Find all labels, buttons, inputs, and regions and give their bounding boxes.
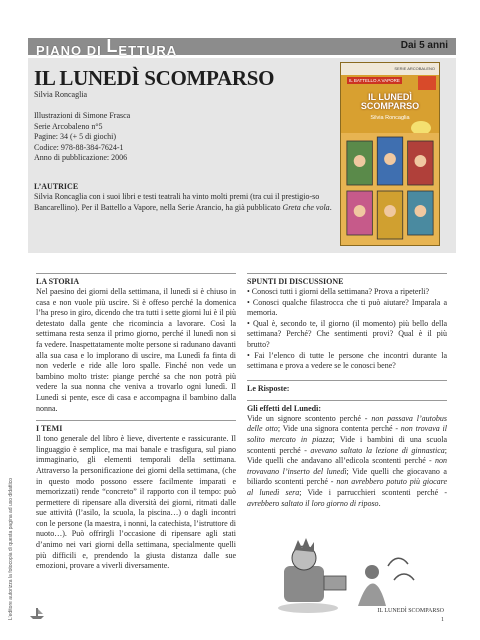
- spunti-item-1: • Conosci tutti i giorni della settimana? Prova a ripeterli?: [247, 287, 430, 296]
- storia-heading: LA STORIA: [36, 277, 80, 286]
- meta-year: Anno di pubblicazione: 2006: [34, 153, 128, 162]
- cover-illustration: [341, 133, 439, 246]
- meta-pages: Pagine: 34 (+ 5 di giochi): [34, 132, 117, 141]
- book-cover: [340, 62, 440, 246]
- autrice-text: Silvia Roncaglia con i suoi libri e testi teatrali ha vinto molti premi (tra cui il prestigio-so Bancarellino). Per il Battello a Vapore, nella Serie Arancio, ha già pubblicato Greta che vola.: [34, 192, 332, 212]
- cover-series: SERIE ARCOBALENO: [394, 66, 435, 71]
- cover-author: Silvia Roncaglia: [370, 115, 410, 121]
- spunti-item-2: • Conosci qualche filastrocca che ti può aiutare? Imparala a memoria.: [247, 297, 447, 318]
- lunedi-illustration: [268, 536, 418, 616]
- photocopy-note: L’editore autorizza la fotocopia di questa pagina ad uso didattico: [8, 477, 14, 620]
- cover-publisher: IL BATTELLO A VAPORE: [349, 78, 400, 83]
- meta-illustrator: Illustrazioni di Simone Frasca: [34, 111, 131, 120]
- header-bar: [28, 36, 456, 58]
- risposte-segment: ; Vide i bambini di una scuola scontenti perché -: [247, 434, 447, 455]
- risposte-subheading: Gli effetti del Lunedì:: [247, 403, 321, 413]
- spunti-item-3: • Qual è, secondo te, il giorno (il momento) più bello della settimana? Perché? Che sentimenti provi? Qual è il più brutto?: [247, 318, 447, 349]
- meta-code: Codice: 978-88-384-7624-1: [34, 142, 124, 152]
- spunti-item-4: • Fai l’elenco di tutte le persone che incontri durante la settimana e prova a vedere se le conosci bene?: [247, 350, 447, 371]
- storia-text: Nel paesino dei giorni della settimana, il lunedì si è chiuso in casa e non vuole più uscire. Si è offeso perché la domenica l’ha preso in giro, dicendo che tra tutti i sette giorni lui è il più detestato dalla gente che ricomincia a lavorare. Così la settimana resta senza il primo giorno, perché il lunedì non si fa vedere. Inaspettatamente molte persone si radunano davanti alla sua casa e lo implorano di uscire, ma Lunedì fa finta di non vederle e ride alle loro spalle. Finché non vede un bambino molto triste: piange perché sa che non potrà più vedere la sua nonna che veniva a trovarlo ogni lunedì. Il Lunedì si pente, esce di casa e accompagna il bambino dalla nonna.: [36, 287, 236, 413]
- risposte-segment: avrebbero saltato il loro giorno di riposo: [247, 498, 379, 508]
- risposte-segment: non trovava il solito mercato in piazza: [247, 424, 447, 444]
- book-title: IL LUNEDÌ SCOMPARSO: [34, 66, 275, 90]
- book-author: Silvia Roncaglia: [34, 90, 88, 99]
- risposte-segment: ; Vide quelli che andavano all’edicola scontenti perché -: [247, 445, 447, 466]
- temi-text: Il tono generale del libro è lieve, divertente e rassicurante. Il linguaggio è semplice, ma mai banale e trasfigura, sul piano immaginario, gli elementi temporali della settimana. Attraverso la personificazione dei giorni della settimana, (che in questo modo possono essere facilmente imparati e memorizzati) rende “concreto” il rapporto con il tempo: può permettere di ripensare alla diversità dei giorni, ritmati dalle sue attività (l’asilo, la scuola, la piscina…) o dagli incontri con le persone (la maestra, i nonni, la catechista, l’istruttore di nuoto…). Può offrirgli l’occasione di ripensare agli stati d’animo nei vari giorni della settimana, specialmente quelli più difficili e, prendendo la giusta distanza dalle sue emozioni, provare a viverli diversamente.: [36, 434, 236, 571]
- footer-title: IL LUNEDÌ SCOMPARSO: [377, 608, 444, 614]
- risposte-segment: .: [378, 498, 381, 508]
- risposte-segment: ; Vide quelli che giocavano a biliardo scontenti perché -: [247, 466, 447, 487]
- temi-heading: I TEMI: [36, 424, 63, 434]
- risposte-segment: ; Vide una signora contenta perché -: [277, 424, 401, 434]
- risposte-segment: avevano saltato la lezione di ginnastica: [310, 445, 445, 455]
- autrice-heading: L’AUTRICE: [34, 182, 79, 191]
- meta-series: Serie Arcobaleno n°5: [34, 121, 103, 131]
- spunti-heading: SPUNTI DI DISCUSSIONE: [247, 277, 344, 286]
- risposte-segment: non trovavano l’inserto del lunedì: [247, 456, 447, 476]
- risposte-heading: Le Risposte:: [247, 383, 290, 393]
- right-column: [247, 270, 447, 509]
- book-meta: [34, 111, 130, 164]
- risposte-segment: Vide un signore scontento perché -: [247, 413, 372, 423]
- left-column: [36, 270, 236, 572]
- cover-badge: [418, 76, 436, 90]
- risposte-segment: non avrebbero potuto più giocare al lunedì sera: [247, 477, 447, 497]
- publisher-logo: [28, 606, 46, 620]
- cover-title: IL LUNEDÌ SCOMPARSO: [360, 92, 420, 111]
- risposte-text: [247, 414, 447, 509]
- series-title: PIANO DI LETTURA: [36, 36, 178, 58]
- page-number: 1: [441, 617, 444, 623]
- risposte-segment: ; Vide i parrucchieri scontenti perché -: [299, 487, 447, 497]
- age-label: Dai 5 anni: [400, 40, 448, 51]
- risposte-segment: non passava l’autobus delle otto: [247, 413, 447, 434]
